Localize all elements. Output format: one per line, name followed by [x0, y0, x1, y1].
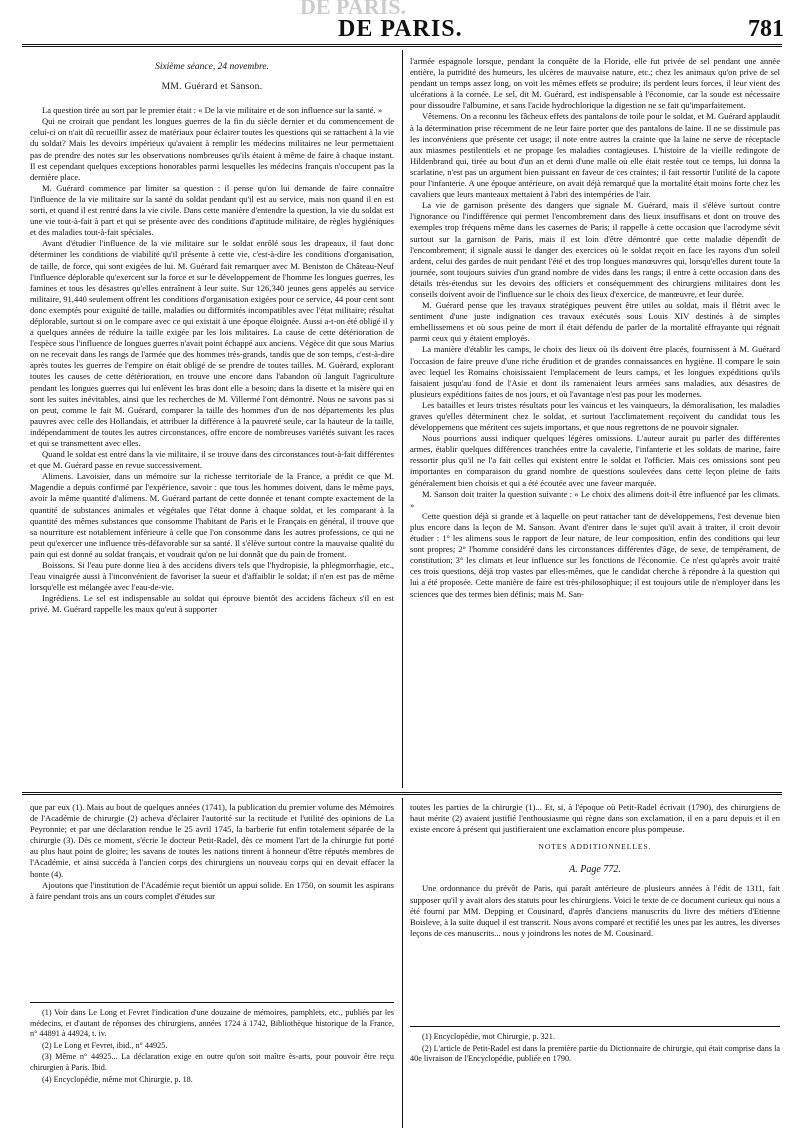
paragraph: M. Guérard commence par limiter sa question : il pense qu'on lui demande de faire connaître l'influence de la vie militaire sur la santé du soldat pendant qu'il est au service, mais non quand il en est sorti, et quand il est rentré dans la vie civile. Dans cette manière d'entendre la question, la vie du soldat est une vie tout-à-fait à part et qui se présente avec des conditions d'aptitude militaire, de règles hygiéniques et des maladies tout-à-fait spéciales.: [30, 182, 394, 238]
section-rule: [22, 792, 782, 793]
paragraph: Alimens. Lavoisier, dans un mémoire sur la richesse territoriale de la France, a prédit ce que M. Magendie a depuis confirmé par l'expérience, savoir : que tous les hommes doivent, dans le même pays, avoir la même quantité d'alimens. M. Guérard partant de cette donnée et tenant compte exactement de la quantité de substances animales et végétales que l'état donne à chaque soldat, et les comparant à la quantité des mêmes substances que consomme l'habitant de Paris et le Français en général, il trouve que sa nourriture est notablement inférieure à celle que l'on consomme dans les autres professions, ce qui ne peut qu'exercer une influence très-défavorable sur sa santé. Il s'élève surtout contre la mauvaise qualité du pain qui est donné au soldat français, et voudrait qu'on ne lui donnât que du pain de froment.: [30, 471, 394, 559]
paragraph: l'armée espagnole lorsque, pendant la conquête de la Floride, elle fut privée de sel pendant une année entière, la putridité des humeurs, les ulcères de mauvaise nature, etc.; chez les animaux qu'on prive de sel pendant un temps assez long, on voit les mêmes effets se produire; ils perdent leurs forces, il leur vient des ulcérations à la cornée. Le sel, dit M. Guérard, est indispensable à l'économie, car la soude est nécessaire pour dissoudre l'albumine, et sans l'acide hydrochlorique la digestion ne se fait qu'imparfaitement.: [410, 56, 780, 111]
footnote: (2) L'article de Petit-Radel est dans la première partie du Dictionnaire de chirurgie, qui était comprise dans la 40e livraison de l'Encyclopédie, publiée en 1790.: [410, 1043, 780, 1064]
paragraph: Quand le soldat est entré dans la vie militaire, il se trouve dans des circonstances tout-à-fait différentes et que M. Guérard passe en revue successivement.: [30, 449, 394, 471]
footnote-rule: [30, 1002, 394, 1003]
paragraph: Les batailles et leurs tristes résultats pour les vaincus et les vainqueurs, la démoralisation, les maladies graves qu'elles déterminent chez le soldat, et surtout l'acclimatement reçoivent du candidat tous les développemens que méritent ces sujets importans, et que nous regrettons de ne pouvoir signaler.: [410, 399, 780, 433]
paragraph: Cette question déjà si grande et à laquelle on peut rattacher tant de développemens, l'est devenue bien plus encore dans la leçon de M. Sanson. Avant d'entrer dans le sujet qu'il avait à traiter, il croit devoir étudier : 1° les alimens sous le rapport de leur nature, de leur composition, enfin des conditions qui leur sont propres; 2° l'homme considéré dans les circonstances différentes d'âge, de sexe, de tempérament, de constitution; 3° les climats et leur influence sur les fonctions de l'économie. Ce n'est qu'après avoir traité ces trois questions, déjà trop vastes par elles-mêmes, que le candidat cherche à répondre à la question qui lui a été proposée. Cette manière de faire est très-philosophique; il est toujours utile de n'employer dans les sciences que des termes bien définis; mais M. San-: [410, 510, 780, 599]
footnote: (2) Le Long et Fevret, ibid., n° 44925.: [42, 1040, 168, 1050]
footnote: (1) Voir dans Le Long et Fevret l'indication d'une douzaine de mémoires, pamphlets, etc., publiés par les médecins, et d'autant de réponses des chirurgiens, années 1724 à 1742, Bibliothèque historique de la France, n° 44891 à 44924, t. iv.: [30, 1008, 394, 1039]
column-divider: [402, 50, 403, 788]
paragraph: La vie de garnison présente des dangers que signale M. Guérard, mais il s'élève surtout contre l'ignorance ou l'indifférence qui permet l'encombrement dans des lieux insuffisans et dont on trouve des exemples trop fréquens même dans les casernes de Paris; il rappelle à cette occasion que l'acrodyme sévit surtout sur la garnison de Paris, mais il est loin d'être démontré que cette maladie dépendît de l'encombrement; il signale aussi le danger des exercices où le soldat reçoit en face les rayons d'un soleil ardent, celui des gardes de nuit pendant l'été et des trop longues manœuvres qui, lorsqu'elles durent toute la journée, sont toujours suivies d'un grand nombre de vides dans les rangs; il entre à cette occasion dans des détails très-étendus sur les devoirs des officiers et conséquemment des chirurgiens militaires dont les conseils doivent avoir de l'influence sur le choix des lieux d'exercice, de manœuvre, et leur durée.: [410, 200, 780, 299]
left-column: [30, 60, 394, 790]
section-rule-double: [22, 794, 782, 795]
page-number: 781: [748, 16, 784, 42]
paragraph: La question tirée au sort par le premier était : « De la vie militaire et de son influence sur la santé. »: [42, 105, 383, 116]
paragraph: Ingrédiens. Le sel est indispensable au soldat qui éprouve bientôt des accidens fâcheux s'il en est privé. M. Guérard rappelle les maux qu'eut à supporter: [30, 593, 394, 615]
lower-right-footnotes: [410, 1032, 780, 1132]
paragraph: Vêtemens. On a reconnu les fâcheux effets des pantalons de toile pour le soldat, et M. Guérard applaudit à la détermination prise récemment de ne leur faire porter que des pantalons de laine. Il ne se dissimule pas les inconvéniens que présente cet usage; il note entre autres la crainte que la laine ne serve de réceptacle aux miasmes pestilentiels et ne propage les maladies contagieuses. L'histoire de la vieille redingote de Hildenbrand qui, tirée au bout d'un an et demi d'une malle où elle était restée tout ce temps, lui donna la scarlatine, n'est pas un argument bien puissant en faveur de ces craintes; il fait ressortir l'utilité de la capote pour l'infanterie. A une époque antérieure, on avait déjà remarqué que la mortalité était moins forte chez les cavaliers que leurs manteaux mettaient à l'abri des intempéries de l'air.: [410, 111, 780, 200]
header-rule: [22, 44, 782, 45]
bleed-through-masthead: DE PARIS.: [300, 0, 406, 19]
notes-heading: NOTES ADDITIONNELLES.: [538, 842, 652, 852]
session-heading: Sixième séance, 24 novembre.: [155, 62, 269, 72]
masthead: DE PARIS.: [338, 16, 463, 42]
paragraph: Ajoutons que l'institution de l'Académie reçut bientôt un appui solide. En 1750, on soumit les aspirans à faire pendant trois ans un cours complet d'études sur: [30, 879, 394, 901]
right-column: [410, 56, 780, 790]
footnote-rule-right: [410, 1026, 780, 1027]
footnote: (4) Encyclopédie, même mot Chirurgie, p. 18.: [42, 1074, 193, 1084]
paragraph: que par eux (1). Mais au bout de quelques années (1741), la publication du premier volume des Mémoires de l'Académie de chirurgie (2) acheva d'éclairer l'autorité sur la rectitude et l'utilité des opinions de La Peyronnie; et par une déclaration rendue le 25 avril 1745, la barberie fut enfin totalement séparée de la chirurgie (3). Dès ce moment, s'écrie le docteur Petit-Radel, dès ce moment l'art de la chirurgie fut porté au plus haut point de gloire; les savans de toutes les nations tinrent à honneur d'être réputés membres de l'Académie, et ainsi succéda à l'ancien corps des chirurgiens un nouveau corps qui en devait effacer la honte (4).: [30, 802, 394, 879]
paragraph: toutes les parties de la chirurgie (1)... Et, si, à l'époque où Petit-Radel écrivait (1790), des chirurgiens de haut mérite (2) avaient justifié l'enthousiasme qui règne dans son exclamation, il en a paru depuis et il en existe encore à présent qui justifieraient une exclamation encore plus pompeuse.: [410, 802, 780, 835]
paragraph: M. Guérard pense que les travaux stratégiques peuvent être utiles au soldat, mais il flétrit avec le sentiment d'une juste indignation ces travaux exécutés sous Louis XIV destinés à de simples embellissemens et où sous peine de mort il était défendu de parler de la mortalité effrayante qui régnait parmi ceux qui y étaient employés.: [410, 300, 780, 344]
paragraph: Nous pourrions aussi indiquer quelques légères omissions. L'auteur aurait pu parler des différentes armes, établir quelques différences tranchées entre la cavalerie, l'infanterie et les soldats de marine, faire ressortir plus qu'il ne l'a fait celles qui existent entre le soldat et l'officier. Mais ces omissions sont peu importantes en comparaison du grand nombre de questions soulevées dans cette leçon pleine de faits généralement bien choisis et qui a été écoutée avec une faveur marquée.: [410, 433, 780, 488]
header-rule-double: [22, 46, 782, 47]
lower-column-divider: [402, 798, 403, 1128]
lower-left-text: [30, 802, 394, 932]
paragraph: La manière d'établir les camps, le choix des lieux où ils doivent être placés, fournissent à M. Guérard l'occasion de faire preuve d'une riche érudition et de grandes connaissances en hygiène. Il compare le soin avec lequel les Romains choisissaient l'emplacement de leurs camps, et les longues expéditions qu'ils faisaient jusqu'au fond de l'Asie et dont ils ramenaient leurs armées sans maladies, aux désastres de plusieurs expéditions faites de nos jours, et où l'avantage n'est pas pour les modernes.: [410, 344, 780, 399]
paragraph: Qui ne croirait que pendant les longues guerres de la fin du siècle dernier et du commencement de celui-ci on n'ait dû recueillir assez de matériaux pour éclairer toutes les questions qui se rattachent à la vie du soldat? Mais les devoirs impérieux qu'avaient à remplir les médecins militaires ne leur permettaient pas de prendre des notes sur les observations nombreuses qu'ils étaient à même de faire à chaque instant. Il est cependant quelques exceptions honorables parmi lesquelles les médecins français n'occupent pas la dernière place.: [30, 116, 394, 182]
footnote: (1) Encyclopédie, mot Chirurgie, p. 321.: [422, 1032, 555, 1041]
paragraph: Une ordonnance du prévôt de Paris, qui paraît antérieure de plusieurs années à l'édit de 1311, fait supposer qu'il y avait alors des statuts pour les chirurgiens. Voici le texte de ce document curieux qui nous a été fourni par MM. Depping et Cousinard, d'après d'anciens manuscrits du livre des métiers d'Etienne Boisleve, à la suite duquel il est transcrit. Nous avons comparé et rectifié les unes par les autres, les diverses leçons de ces manuscrits... nous y joindrons les notes de M. Cousinard.: [410, 883, 780, 938]
lower-right-text: [410, 802, 780, 1012]
page-reference: A. Page 772.: [569, 864, 621, 876]
lower-left-footnotes: [30, 1008, 394, 1132]
paragraph: Avant d'étudier l'influence de la vie militaire sur le soldat enrôlé sous les drapeaux, il faut donc déterminer les conditions de viabilité qu'il présente à cette vie, c'est-à-dire les conditions d'organisation, de taille, de force, qui sont exigées de lui. M. Guérard fait remarquer avec M. Beniston de Château-Neuf l'influence déplorable qu'exercent sur la force et sur le développement de l'homme les longues guerres, les famines et tous les désastres qu'elles entraînent à leur suite. Sur 126,340 jeunes gens appelés au service militaire, 91,440 seulement offrent les conditions d'organisation exigées pour ce service, 44 pour cent sont donc exemptés pour exiguïté de taille, maladies ou difformités incompatibles avec l'état militaire; résultat déplorable, surtout si on le compare avec ce qui existait à une époque éloignée. Aussi a-t-on été obligé il y a quelques années de réduire la taille exigée par les lois militaires. La cause de cette détérioration de l'espèce sous l'influence de longues guerres n'avait point échappé aux anciens. Végèce dit que sous Marius on ne recevait dans les rangs de l'armée que des hommes très-grands, tandis que de son temps, c'est-à-dire après toutes les guerres de l'empire on était obligé de se prendre de toutes tailles. M. Guérard, explorant toutes les causes de cette détérioration, en trouve une encore dans l'abandon où languit l'agriculture pendant les longues guerres qui lui enlèvent les bras dont elle a besoin; dans la disette et la misère qui en sont les suites inévitables, ainsi que les recherches de M. Villermé l'ont démontré. Nous ne savons pas si on peut, comme le fait M. Guérard, comparer la taille des hommes d'un de nos départements les plus pauvres avec celle des Hollandais, et attribuer la différence à la pauvreté seule, car la hauteur de la taille, indépendamment de toutes les autres circonstances, offre encore de nombreuses variétés suivant les races et qui se transmettent avec elles.: [30, 238, 394, 448]
paragraph: M. Sanson doit traiter la question suivante : « Le choix des alimens doit-il être influencé par les climats. »: [410, 488, 780, 510]
footnote: (3) Même n° 44925... La déclaration exige en outre qu'on soit maître ès-arts, pour pouvoir être reçu chirurgien à Paris. Ibid.: [30, 1052, 394, 1072]
authors-heading: MM. Guérard et Sanson.: [161, 82, 263, 93]
paragraph: Boissons. Si l'eau pure donne lieu à des accidens divers tels que l'hydropisie, la phlegmorrhagie, etc., l'eau vinaigrée aussi à l'inconvénient de favoriser la sueur et d'affaiblir le soldat; il n'en est pas de même lorsqu'elle est mélangée avec l'eau-de-vie.: [30, 560, 394, 593]
